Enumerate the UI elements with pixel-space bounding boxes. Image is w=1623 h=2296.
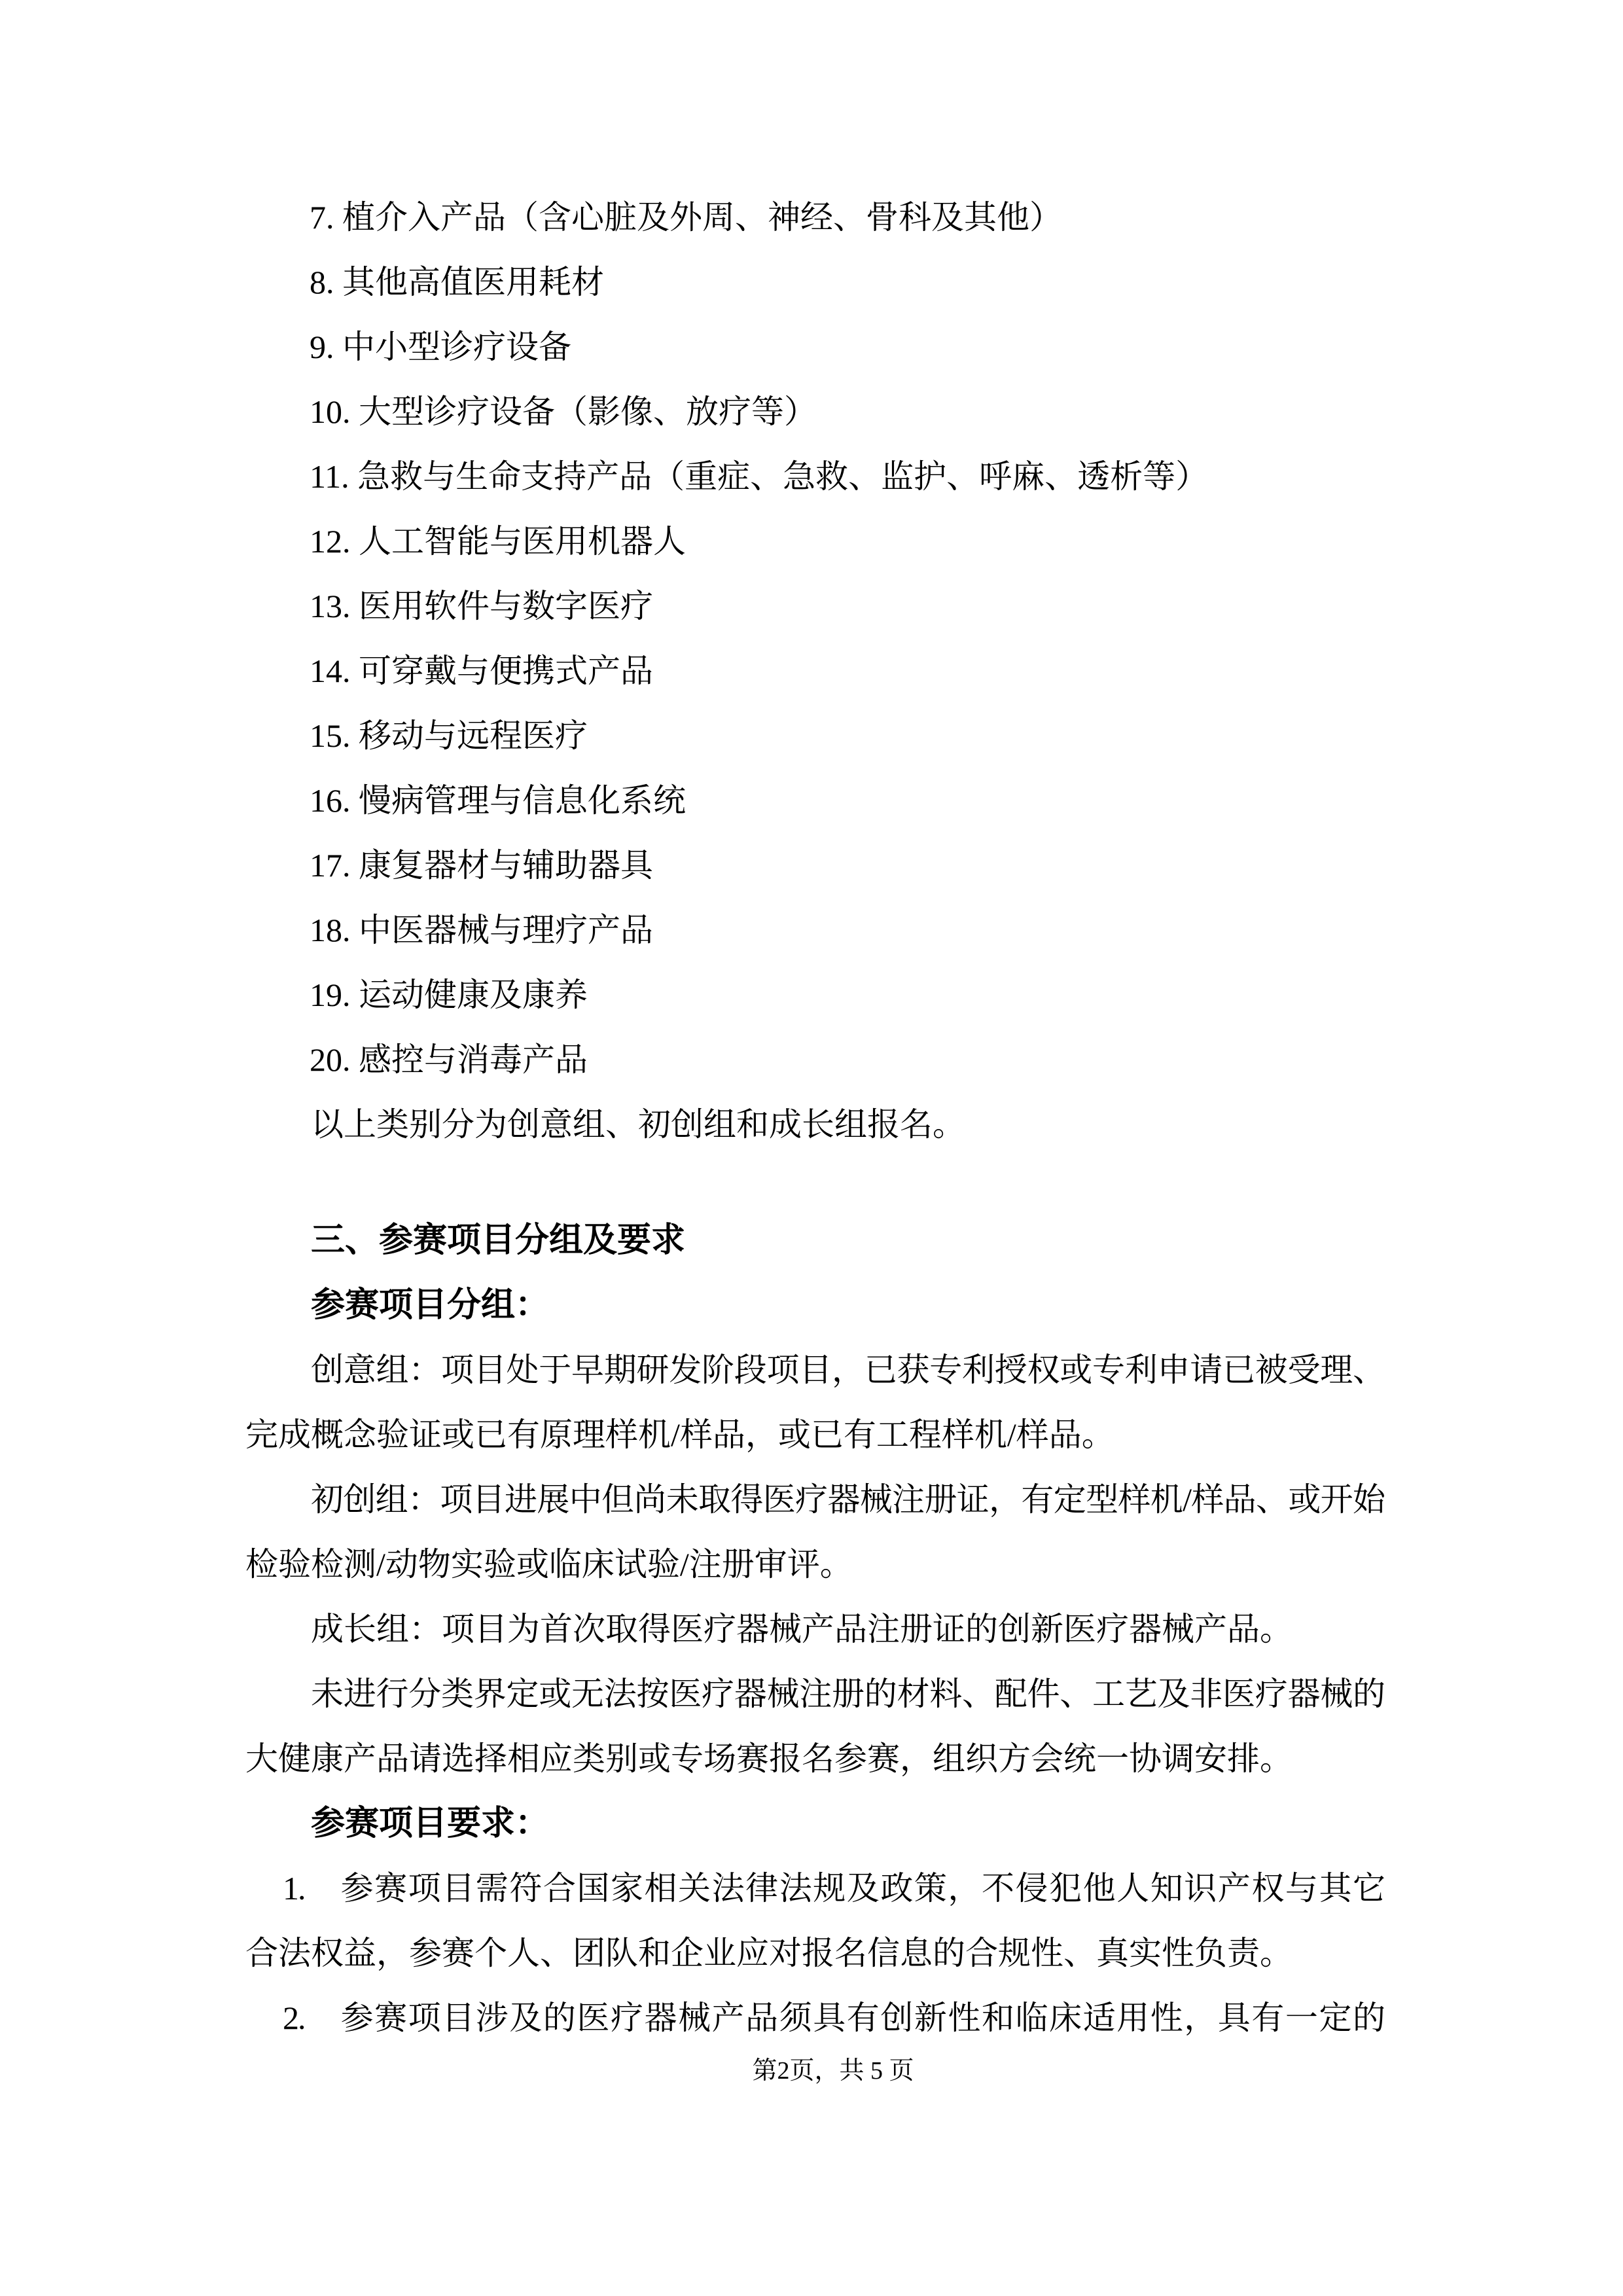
requirement-line-1: 1. 参赛项目需符合国家相关法律法规及政策，不侵犯他人知识产权与其它	[283, 1870, 1384, 1907]
list-item-15: 15. 移动与远程医疗	[310, 717, 588, 754]
list-item-10: 10. 大型诊疗设备（影像、放疗等）	[310, 393, 817, 430]
page-number-footer: 第2页，共 5 页	[752, 2057, 914, 2085]
list-item-8: 8. 其他高值医用耗材	[310, 264, 604, 300]
list-item-7: 7. 植介入产品（含心脏及外周、神经、骨科及其他）	[310, 199, 1062, 236]
requirement-line: 合法权益，参赛个人、团队和企业应对报名信息的合规性、真实性负责。	[245, 1935, 1293, 1971]
section-heading: 三、参赛项目分组及要求	[311, 1221, 686, 1259]
list-item-11: 11. 急救与生命支持产品（重症、急救、监护、呼麻、透析等）	[310, 458, 1209, 495]
list-item-20: 20. 感控与消毒产品	[310, 1041, 588, 1078]
requirements-heading: 参赛项目要求：	[311, 1804, 550, 1842]
list-item-13: 13. 医用软件与数字医疗	[310, 588, 653, 624]
paragraph-line: 完成概念验证或已有原理样机/样品，或已有工程样机/样品。	[245, 1416, 1115, 1453]
list-item-14: 14. 可穿戴与便携式产品	[310, 653, 653, 689]
requirement-line-2: 2. 参赛项目涉及的医疗器械产品须具有创新性和临床适用性，具有一定的	[283, 2000, 1384, 2036]
list-item-17: 17. 康复器材与辅助器具	[310, 847, 653, 884]
paragraph-line: 创意组：项目处于早期研发阶段项目，已获专利授权或专利申请已被受理、	[311, 1352, 1384, 1388]
paragraph-line: 大健康产品请选择相应类别或专场赛报名参赛，组织方会统一协调安排。	[245, 1740, 1293, 1777]
grouping-heading: 参赛项目分组：	[311, 1286, 550, 1324]
list-item-9: 9. 中小型诊疗设备	[310, 329, 571, 365]
list-item-16: 16. 慢病管理与信息化系统	[310, 782, 686, 819]
page-content	[245, 185, 1384, 2051]
closing-line: 以上类别分为创意组、初创组和成长组报名。	[311, 1106, 965, 1143]
paragraph-line: 成长组：项目为首次取得医疗器械产品注册证的创新医疗器械产品。	[311, 1611, 1293, 1647]
list-item-12: 12. 人工智能与医用机器人	[310, 523, 686, 560]
paragraph-line: 未进行分类界定或无法按医疗器械注册的材料、配件、工艺及非医疗器械的	[311, 1676, 1384, 1712]
list-item-19: 19. 运动健康及康养	[310, 977, 588, 1013]
paragraph-line: 检验检测/动物实验或临床试验/注册审评。	[245, 1546, 853, 1583]
list-item-18: 18. 中医器械与理疗产品	[310, 912, 653, 948]
paragraph-line: 初创组：项目进展中但尚未取得医疗器械注册证，有定型样机/样品、或开始	[311, 1481, 1384, 1518]
